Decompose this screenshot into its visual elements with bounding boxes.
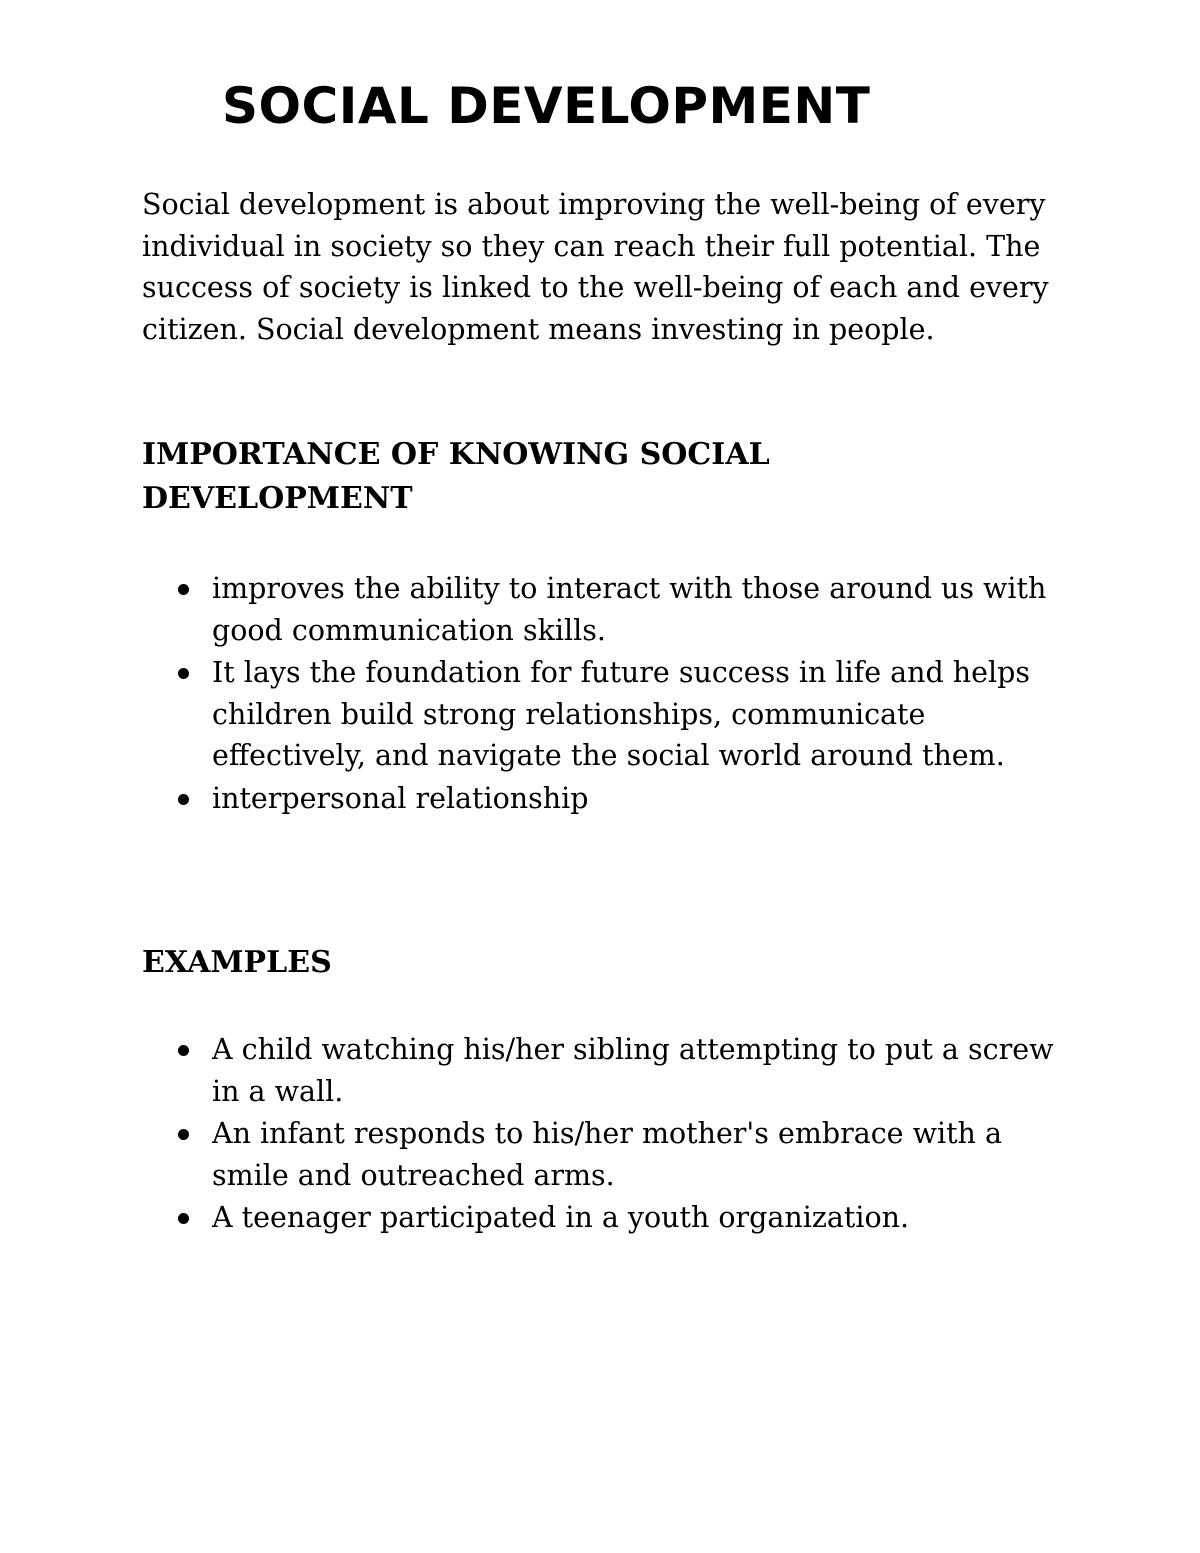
importance-heading: IMPORTANCE OF KNOWING SOCIAL DEVELOPMENT	[142, 437, 770, 516]
page-title: SOCIAL DEVELOPMENT	[222, 77, 871, 135]
list-item	[142, 568, 1082, 651]
bullet-icon	[178, 1129, 189, 1140]
list-item-text: It lays the foundation for future success in life and helps children build strong relationships, communicate effectively, and navigate the social world around them.	[212, 656, 1031, 772]
list-item-text: An infant responds to his/her mother's embrace with a smile and outreached arms.	[212, 1117, 1002, 1192]
examples-heading: EXAMPLES	[142, 945, 332, 980]
list-item	[142, 652, 1082, 777]
bullet-icon	[178, 584, 189, 595]
importance-list	[142, 568, 1082, 820]
examples-list	[142, 1029, 1082, 1240]
bullet-icon	[178, 794, 189, 805]
list-item	[142, 1113, 1082, 1196]
bullet-icon	[178, 668, 189, 679]
list-item	[142, 1029, 1082, 1112]
bullet-icon	[178, 1213, 189, 1224]
list-item	[142, 778, 1082, 820]
list-item-text: improves the ability to interact with those around us with good communication skills.	[212, 572, 1047, 647]
list-item-text: A child watching his/her sibling attempting to put a screw in a wall.	[212, 1033, 1054, 1108]
bullet-icon	[178, 1045, 189, 1056]
intro-paragraph: Social development is about improving the well-being of every individual in society so they can reach their full potential. The success of society is linked to the well-being of each and every citizen. Social development means investing in people.	[142, 188, 1049, 346]
list-item	[142, 1197, 1082, 1239]
list-item-text: A teenager participated in a youth organization.	[212, 1201, 910, 1234]
list-item-text: interpersonal relationship	[212, 781, 589, 815]
